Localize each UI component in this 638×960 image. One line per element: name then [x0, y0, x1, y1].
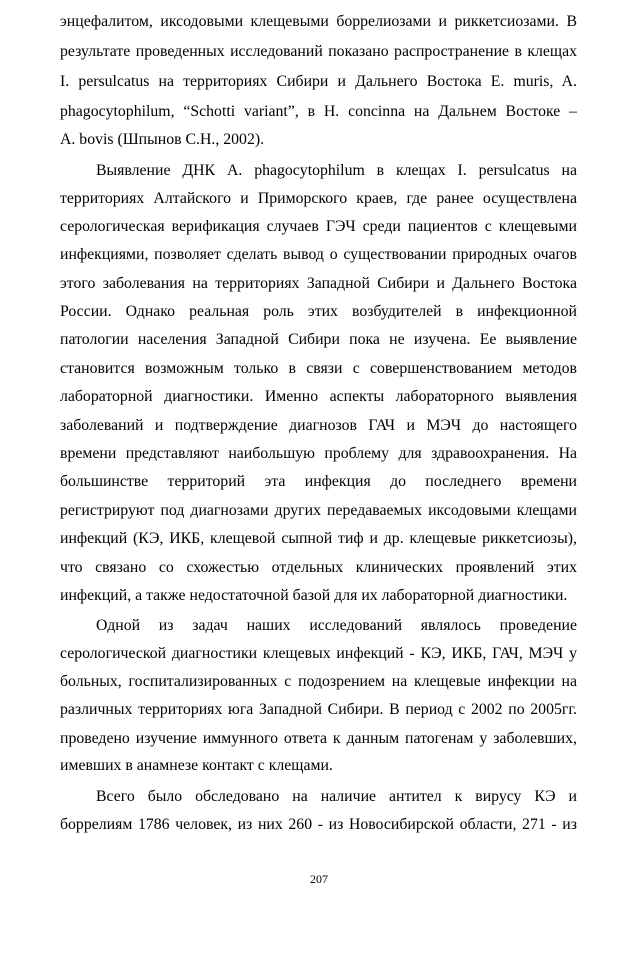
- text-line: регистрируют под диагнозами других передаваемых иксодовыми клещами: [60, 502, 577, 519]
- text-line: энцефалитом, иксодовыми клещевыми боррелиозами и риккетсиозами. В: [60, 13, 577, 30]
- text-line: боррелиям 1786 человек, из них 260 - из Новосибирской области, 271 - из: [60, 816, 577, 833]
- text-line: Выявление ДНК A. phagocytophilum в клещах I. persulcatus на: [96, 162, 577, 179]
- text-line: инфекций, а также недостаточной базой для их лабораторной диагностики.: [60, 587, 568, 604]
- text-line: большинстве территорий эта инфекция до последнего времени: [60, 473, 577, 490]
- text-line: лабораторной диагностики. Именно аспекты лабораторного выявления: [60, 388, 577, 405]
- text-line: Одной из задач наших исследований являлось проведение: [96, 617, 577, 634]
- text-line: A. bovis (Шпынов С.Н., 2002).: [60, 131, 265, 148]
- text-line: времени представляют наибольшую проблему для здравоохранения. На: [60, 445, 577, 462]
- text-line: заболеваний и подтверждение диагнозов ГАЧ и МЭЧ до настоящего: [60, 417, 577, 434]
- text-line: результате проведенных исследований показано распространение в клещах: [60, 43, 577, 60]
- text-line: инфекций (КЭ, ИКБ, клещевой сыпной тиф и др. клещевые риккетсиозы),: [60, 530, 577, 547]
- text-line: Всего было обследовано на наличие антител к вирусу КЭ и: [96, 788, 577, 805]
- page-number: 207: [310, 872, 328, 886]
- text-line: этого заболевания на территориях Западной Сибири и Дальнего Востока: [60, 275, 577, 292]
- text-line: что связано со схожестью отдельных клинических проявлений этих: [60, 559, 577, 576]
- text-line: различных территориях юга Западной Сибири. В период с 2002 по 2005гг.: [60, 701, 577, 718]
- text-line: имевших в анамнезе контакт с клещами.: [60, 757, 333, 774]
- text-line: серологической диагностики клещевых инфекций - КЭ, ИКБ, ГАЧ, МЭЧ у: [60, 645, 577, 662]
- text-line: серологическая верификация случаев ГЭЧ среди пациентов с клещевыми: [60, 218, 577, 235]
- text-line: инфекциями, позволяет сделать вывод о существовании природных очагов: [60, 246, 577, 263]
- text-line: больных, госпитализированных с подозрением на клещевые инфекции на: [60, 673, 577, 690]
- text-line: России. Однако реальная роль этих возбудителей в инфекционной: [60, 303, 577, 320]
- text-line: phagocytophilum, “Schotti variant”, в H. concinna на Дальнем Востоке –: [60, 103, 577, 120]
- text-line: I. persulcatus на территориях Сибири и Дальнего Востока E. muris, A.: [60, 73, 577, 90]
- text-line: становится возможным только в связи с совершенствованием методов: [60, 360, 577, 377]
- text-line: территориях Алтайского и Приморского краев, где ранее осуществлена: [60, 190, 577, 207]
- text-line: патологии населения Западной Сибири пока не изучена. Ее выявление: [60, 331, 577, 348]
- text-line: проведено изучение иммунного ответа к данным патогенам у заболевших,: [60, 730, 577, 747]
